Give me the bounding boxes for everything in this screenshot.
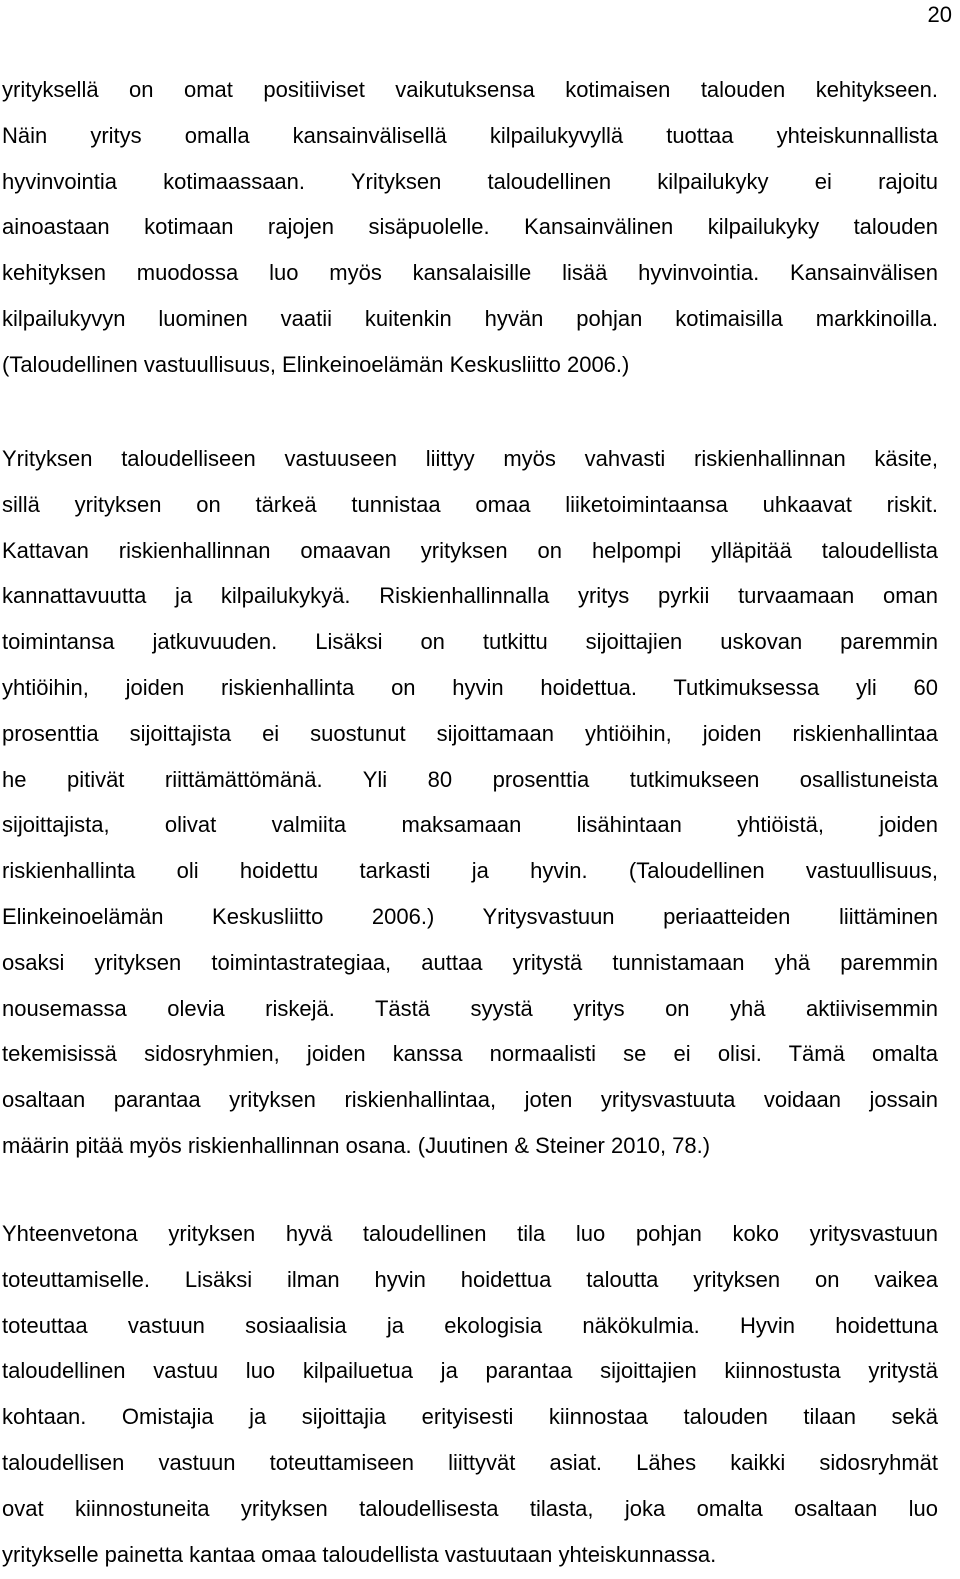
text-line: Kattavan riskienhallinnan omaavan yrityksen on helpompi ylläpitää taloudellista [2, 537, 938, 563]
text-line: Yhteenvetona yrityksen hyvä taloudellinen tila luo pohjan koko yritysvastuun [2, 1221, 938, 1246]
text-line: toteuttamiselle. Lisäksi ilman hyvin hoidettua taloutta yrityksen on vaikea [2, 1266, 938, 1292]
text-line: tekemisissä sidosryhmien, joiden kanssa normaalisti se ei olisi. Tämä omalta [2, 1041, 938, 1067]
text-line: nousemassa olevia riskejä. Tästä syystä yritys on yhä aktiivisemmin [2, 995, 938, 1021]
text-line: määrin pitää myös riskienhallinnan osana. (Juutinen & Steiner 2010, 78.) [2, 1132, 711, 1158]
text-line: kehityksen muodossa luo myös kansalaisille lisää hyvinvointia. Kansainvälisen [2, 260, 938, 286]
paragraph-risk-management [2, 436, 938, 1169]
text-line: toteuttaa vastuun sosiaalisia ja ekologisia näkökulmia. Hyvin hoidettuna [2, 1312, 938, 1338]
text-line: taloudellinen vastuu luo kilpailuetua ja parantaa sijoittajien kiinnostusta yritystä [2, 1358, 938, 1384]
text-line: (Taloudellinen vastuullisuus, Elinkeinoelämän Keskusliitto 2006.) [2, 351, 630, 377]
text-line: yrityksellä on omat positiiviset vaikutuksensa kotimaisen talouden kehitykseen. [2, 77, 938, 102]
text-line: ovat kiinnostuneita yrityksen taloudellisesta tilasta, joka omalta osaltaan luo [2, 1495, 938, 1521]
page-number: 20 [927, 2, 952, 27]
text-line: yritykselle painetta kantaa omaa taloudellista vastuutaan yhteiskunnassa. [2, 1541, 717, 1567]
text-line: Näin yritys omalla kansainvälisellä kilpailukyvyllä tuottaa yhteiskunnallista [2, 122, 938, 148]
text-line: Yrityksen taloudelliseen vastuuseen liittyy myös vahvasti riskienhallinnan käsite, [2, 446, 938, 471]
text-line: yhtiöihin, joiden riskienhallinta on hyvin hoidettua. Tutkimuksessa yli 60 [2, 674, 938, 700]
text-line: sijoittajista, olivat valmiita maksamaan lisähintaan yhtiöistä, joiden [2, 812, 938, 838]
text-line: riskienhallinta oli hoidettu tarkasti ja hyvin. (Taloudellinen vastuullisuus, [2, 858, 938, 884]
text-line: sillä yrityksen on tärkeä tunnistaa omaa liiketoimintaansa uhkaavat riskit. [2, 491, 938, 517]
paragraph-economic-competitiveness [2, 67, 938, 388]
text-line: Elinkeinoelämän Keskusliitto 2006.) Yritysvastuun periaatteiden liittäminen [2, 903, 938, 929]
text-line: taloudellisen vastuun toteuttamiseen liittyvät asiat. Lähes kaikki sidosryhmät [2, 1449, 938, 1475]
text-line: osaksi yrityksen toimintastrategiaa, auttaa yritystä tunnistamaan yhä paremmin [2, 949, 938, 975]
text-line: kilpailukyvyn luominen vaatii kuitenkin hyvän pohjan kotimaisilla markkinoilla. [2, 305, 938, 331]
text-line: ainoastaan kotimaan rajojen sisäpuolelle. Kansainvälinen kilpailukyky talouden [2, 214, 938, 240]
text-line: toimintansa jatkuvuuden. Lisäksi on tutkittu sijoittajien uskovan paremmin [2, 629, 938, 655]
paragraph-summary [2, 1211, 938, 1577]
text-line: hyvinvointia kotimaassaan. Yrityksen taloudellinen kilpailukyky ei rajoitu [2, 168, 938, 194]
text-line: prosenttia sijoittajista ei suostunut sijoittamaan yhtiöihin, joiden riskienhallintaa [2, 720, 938, 746]
text-line: he pitivät riittämättömänä. Yli 80 prosenttia tutkimukseen osallistuneista [2, 766, 938, 792]
text-line: osaltaan parantaa yrityksen riskienhallintaa, joten yritysvastuuta voidaan jossain [2, 1087, 938, 1113]
text-line: kannattavuutta ja kilpailukykyä. Riskienhallinnalla yritys pyrkii turvaamaan oman [2, 583, 938, 609]
text-line: kohtaan. Omistajia ja sijoittajia erityisesti kiinnostaa talouden tilaan sekä [2, 1404, 938, 1430]
